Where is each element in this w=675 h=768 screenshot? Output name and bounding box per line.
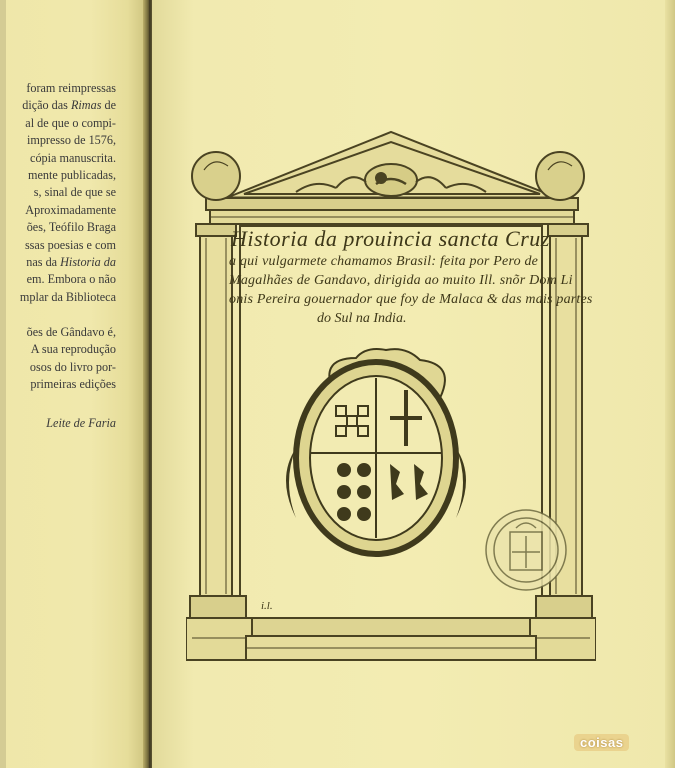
text-line: cópia manuscrita. [30, 150, 116, 165]
title-line: Historia da prouincia sancta Cruz [231, 226, 550, 251]
text-line: osos do livro por- [29, 359, 116, 374]
text-line: Aproximadamente [25, 202, 116, 217]
text-line: A sua reprodução [30, 342, 116, 357]
text-line: ssas poesias e com [24, 237, 116, 252]
engraved-title-page [186, 128, 596, 668]
left-page [0, 0, 150, 768]
text-line: dição das Rimas de [22, 98, 116, 113]
text-line: al de que o compi- [25, 115, 116, 130]
text-line: em. Embora o não [26, 272, 116, 287]
page-edge [665, 0, 675, 768]
text-line: mplar da Biblioteca [19, 289, 116, 304]
left-page-text [0, 80, 116, 393]
author-signature: Leite de Faria [46, 416, 116, 430]
text-line: primeiras edições [30, 376, 116, 391]
title-line: Magalhães de Gandavo, dirigida ao muito Ill. snõr Dom Li [229, 273, 573, 288]
text-line: foram reimpressas [26, 81, 116, 95]
text-line: ões de Gândavo é, [26, 324, 116, 339]
text-line-blank [0, 306, 116, 323]
title-line: a qui vulgarmete chamamos Brasil: feita por Pero de [229, 254, 539, 269]
text-line: s, sinal de que se [33, 185, 116, 200]
title-line: do Sul na India. [317, 311, 407, 326]
watermark-logo: coisas [574, 734, 629, 751]
text-line: ões, Teófilo Braga [26, 220, 116, 235]
text-line: mente publicadas, [28, 168, 116, 183]
title-line: onis Pereira gouernador que foy de Malaca & das mais partes [229, 292, 593, 307]
architectural-frame-engraving [186, 128, 596, 668]
engraved-title [229, 226, 593, 328]
text-line: impresso de 1576, [26, 133, 116, 148]
printer-mark: i.l. [261, 600, 273, 612]
text-line: nas da Historia da [26, 255, 116, 270]
